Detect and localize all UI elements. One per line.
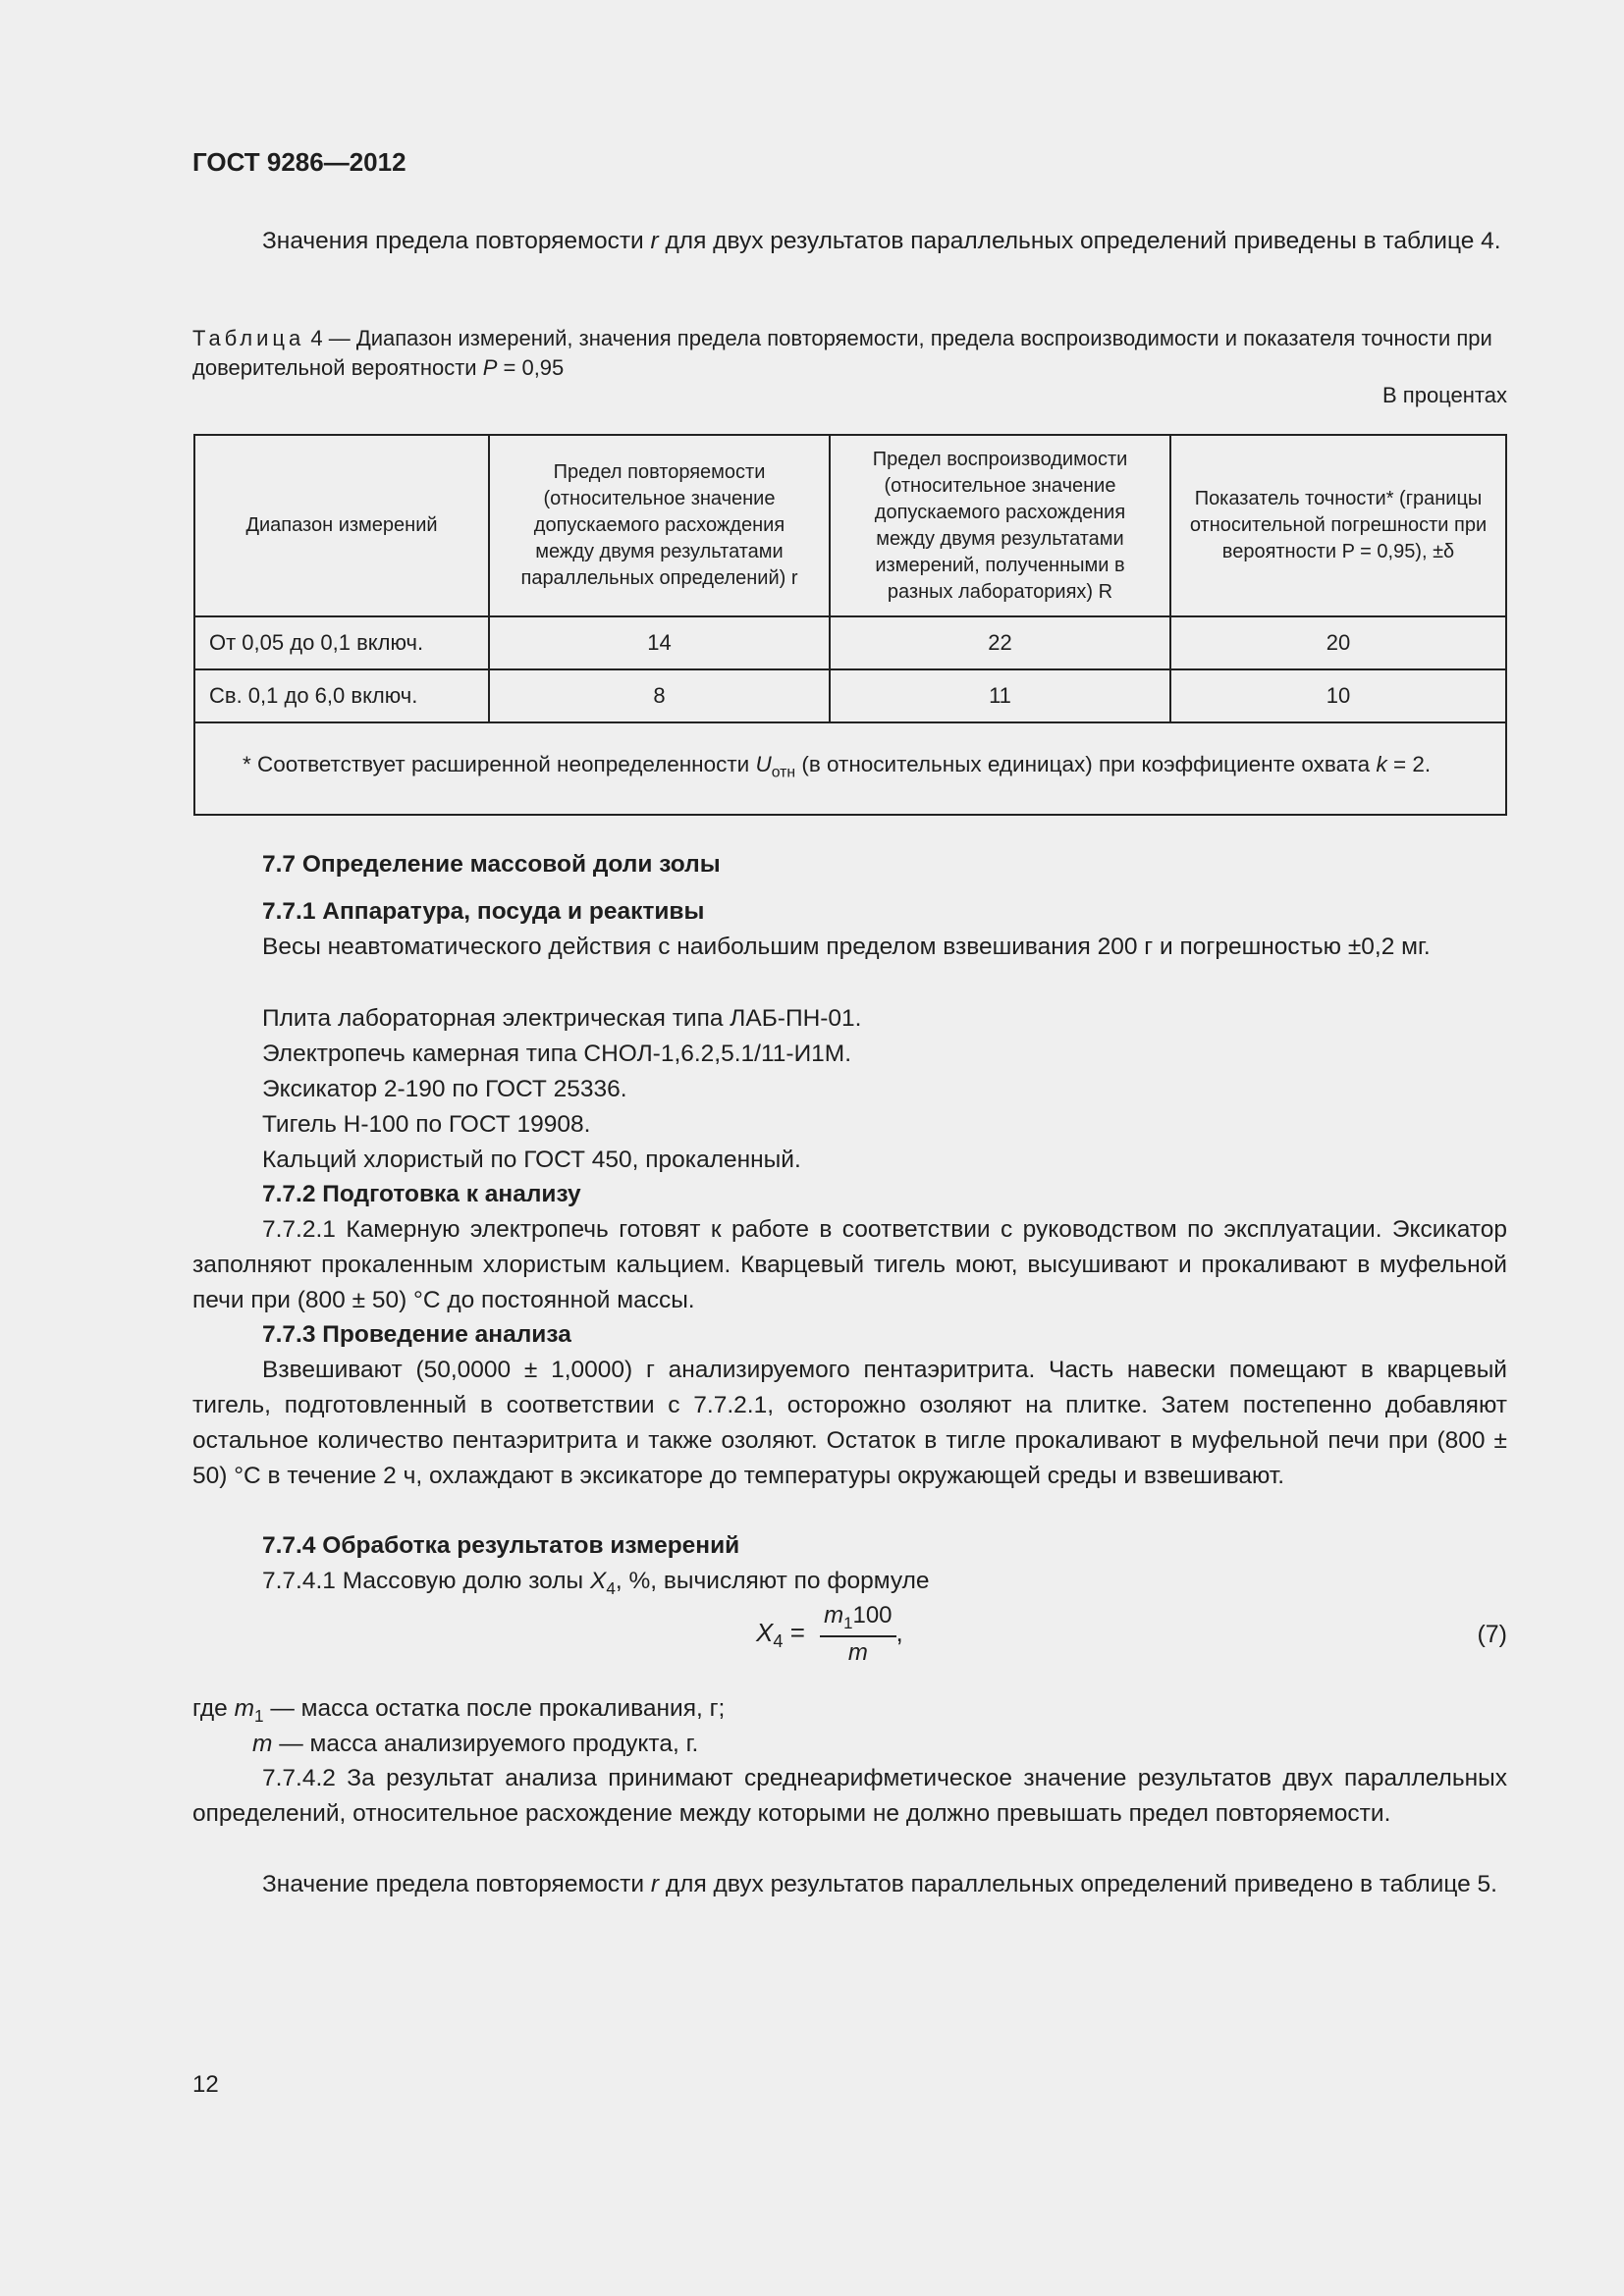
equipment-item: Плита лабораторная электрическая типа ЛАБ-ПН-01. xyxy=(262,1005,862,1032)
equipment-item: Весы неавтоматического действия с наибольшим пределом взвешивания 200 г и погрешностью ±0,2 мг. xyxy=(262,934,1431,960)
table-caption: Таблица 4 — Диапазон измерений, значения предела повторяемости, предела воспроизводимости и показателя точности при доверительной вероятности P = 0,95 xyxy=(192,326,1492,380)
table-cell: 20 xyxy=(1170,616,1506,669)
final-paragraph: Значение предела повторяемости r для двух результатов параллельных определений приведено в таблице 5. xyxy=(262,1871,1497,1897)
section-7-7-2-heading: 7.7.2 Подготовка к анализу xyxy=(262,1181,581,1207)
measurement-table xyxy=(193,434,1507,816)
equipment-item: Кальций хлористый по ГОСТ 450, прокаленный. xyxy=(262,1147,801,1173)
header-cell: Диапазон измерений xyxy=(194,435,489,616)
equipment-item: Эксикатор 2-190 по ГОСТ 25336. xyxy=(262,1076,627,1102)
equipment-item: Тигель Н-100 по ГОСТ 19908. xyxy=(262,1111,591,1138)
section-7-7-heading: 7.7 Определение массовой доли золы xyxy=(262,851,721,878)
intro-paragraph: Значения предела повторяемости r для двух результатов параллельных определений приведены в таблице 4. xyxy=(262,228,1501,254)
paragraph-7-7-4-2: 7.7.4.2 За результат анализа принимают среднеарифметическое значение результатов двух параллельных определений, относительное расхождение между которыми не должно превышать предел повторяемости. xyxy=(192,1765,1507,1827)
section-7-7-4-heading: 7.7.4 Обработка результатов измерений xyxy=(262,1532,740,1559)
formula-7: $X_4$ = $\frac{m_1100}{m}$ , xyxy=(756,1602,903,1666)
where-line-2: m — масса анализируемого продукта, г. xyxy=(252,1731,699,1757)
table-cell: Св. 0,1 до 6,0 включ. xyxy=(194,669,489,722)
header-cell: Показатель точности* (границы относительной погрешности при вероятности P = 0,95), ±δ xyxy=(1170,435,1506,616)
table-units: В процентах xyxy=(1382,383,1507,407)
equipment-item: Электропечь камерная типа СНОЛ-1,6.2,5.1/11-И1М. xyxy=(262,1041,852,1067)
equation-number: (7) xyxy=(1477,1621,1507,1648)
where-line-1: где $m_1$ — масса остатка после прокаливания, г; xyxy=(192,1695,726,1726)
table-cell: 10 xyxy=(1170,669,1506,722)
table-footnote: * Соответствует расширенной неопределенности $U_{отн}$ (в относительных единицах) при коэффициенте охвата k = 2. xyxy=(194,722,1506,815)
header-cell: Предел повторяемости (относительное значение допускаемого расхождения между двумя результатами параллельных определений) r xyxy=(489,435,830,616)
table-row xyxy=(194,669,1506,722)
table-note-row xyxy=(194,722,1506,815)
header-cell: Предел воспроизводимости (относительное значение допускаемого расхождения между двумя результатами измерений, полученными в разных лабораториях) R xyxy=(830,435,1170,616)
section-7-7-1-heading: 7.7.1 Аппаратура, посуда и реактивы xyxy=(262,898,705,925)
document-header: ГОСТ 9286—2012 xyxy=(192,147,406,177)
formula-fraction: $\frac{m_1100}{m}$ xyxy=(820,1602,895,1667)
paragraph-7-7-4-1: 7.7.4.1 Массовую долю золы $X_4$, %, вычисляют по формуле xyxy=(262,1568,930,1598)
table-header-row xyxy=(194,435,1506,616)
table-row xyxy=(194,616,1506,669)
table-cell: 11 xyxy=(830,669,1170,722)
page-number: 12 xyxy=(192,2071,219,2098)
table-cell: 8 xyxy=(489,669,830,722)
table-cell: 14 xyxy=(489,616,830,669)
table-cell: 22 xyxy=(830,616,1170,669)
section-7-7-3-heading: 7.7.3 Проведение анализа xyxy=(262,1321,571,1348)
paragraph-7-7-2-1: 7.7.2.1 Камерную электропечь готовят к работе в соответствии с руководством по эксплуатации. Эксикатор заполняют прокаленным хлористым кальцием. Кварцевый тигель моют, высушивают и прокаливают в муфельной печи при (800 ± 50) °С до постоянной массы. xyxy=(192,1216,1507,1313)
paragraph-7-7-3: Взвешивают (50,0000 ± 1,0000) г анализируемого пентаэритрита. Часть навески помещают в кварцевый тигель, подготовленный в соответствии с 7.7.2.1, осторожно озоляют на плитке. Затем постепенно добавляют остальное количество пентаэритрита и также озоляют. Остаток в тигле прокаливают в муфельной печи при (800 ± 50) °С в течение 2 ч, охлаждают в эксикаторе до температуры окружающей среды и взвешивают. xyxy=(192,1357,1507,1489)
table-cell: От 0,05 до 0,1 включ. xyxy=(194,616,489,669)
